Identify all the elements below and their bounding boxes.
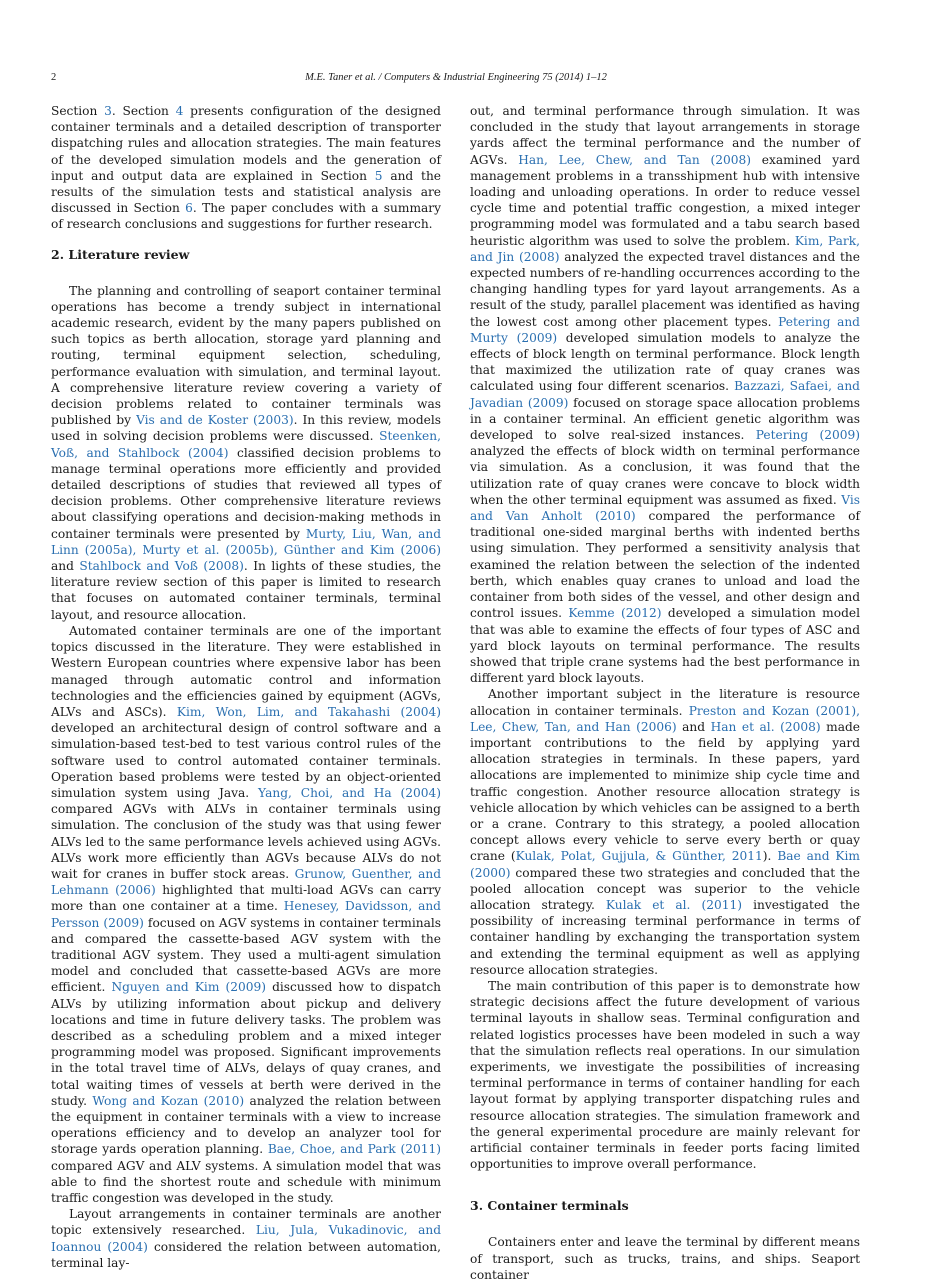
citation-link[interactable]: Han et al. (2008) [710,719,821,734]
right-column [470,103,860,1283]
citation-link[interactable]: Grunow, Guenther, and Lehmann (2006) [51,866,442,898]
citation-link[interactable]: Bae and Kim (2000) [470,849,860,880]
body-paragraph: The main contribution of this paper is to demonstrate how strategic decisions affect the future development of various terminal layouts in shallow seas. Terminal configuration and related logistics processes have been modeled in such a way that the simulation reflects real operations. In our simulation experiments, we investigate the possibilities of increasing terminal performance in terms of container handling for each layout format by applying transporter dispatching rules and resource allocation strategies. The simulation framework and the general experimental procedure are mainly relevant for artificial container terminals in feeder ports facing limited opportunities to improve overall performance. [470,978,860,1172]
body-paragraph: Another important subject in the literature is resource allocation in container terminals. Preston and Kozan (2001), Lee, Chew, Tan, and Han (2006) and Han et al. (2008) made important contributions to the field by applying yard allocation strategies in terminals. In these papers, yard allocations are implemented to minimize ship cycle time and traffic congestion. Another resource allocation strategy is vehicle allocation by which vehicles can be assigned to a berth or a crane. Contrary to this strategy, a pooled allocation concept allows every vehicle to serve every berth or quay crane (Kulak, Polat, Gujjula, & Günther, 2011). Bae and Kim (2000) compared these two strategies and concluded that the pooled allocation concept was superior to the vehicle allocation strategy. Kulak et al. (2011) investigated the possibility of increasing terminal performance in terms of container handling by exchanging the transportation system and extending the terminal equipment as well as applying resource allocation strategies. [470,687,861,977]
citation-link[interactable]: Yang, Choi, and Ha (2004) [258,785,441,800]
citation-link[interactable]: Nguyen and Kim (2009) [111,980,266,995]
journal-citation: M.E. Taner et al. / Computers & Industrial Engineering 75 (2014) 1–12 [305,72,607,83]
left-column [51,103,441,1271]
citation-link[interactable]: Murty, Liu, Wan, and Linn (2005a), Murty et al. (2005b), Günther and Kim (2006) [51,526,441,557]
body-paragraph: Containers enter and leave the terminal by different means of transport, such as trucks, trains, and ships. Seaport container [470,1235,860,1282]
citation-link[interactable]: Liu, Jula, Vukadinovic, and Ioannou (2004) [51,1223,442,1254]
citation-link[interactable]: Stahlbock and Voß (2008) [79,559,244,574]
citation-link[interactable]: Bazzazi, Safaei, and Javadian (2009) [470,379,860,410]
citation-link[interactable]: Han, Lee, Chew, and Tan (2008) [518,152,752,167]
section-link[interactable]: 6 [185,201,193,216]
citation-link[interactable]: Preston and Kozan (2001), Lee, Chew, Tan, and Han (2006) [470,703,860,734]
citation-link[interactable]: Petering (2009) [755,428,860,443]
citation-link[interactable]: Kemme (2012) [568,606,662,621]
body-paragraph: The planning and controlling of seaport container terminal operations has become a trendy subject in international academic research, evident by the many papers published on such topics as berth allocation, storage yard planning and routing, terminal equipment selection, scheduling, performance evaluation with simulation, and terminal layout. A comprehensive literature review covering a variety of decision problems related to container terminals was published by Vis and de Koster (2003). In this review, models used in solving decision problems were discussed. Steenken, Voß, and Stahlbock (2004) classified decision problems to manage terminal operations more efficiently and provided detailed descriptions of studies that reviewed all types of decision problems. Other comprehensive literature reviews about classifying operations and decision-making methods in container terminals were presented by Murty, Liu, Wan, and Linn (2005a), Murty et al. (2005b), Günther and Kim (2006) and Stahlbock and Voß (2008). In lights of these studies, the literature review section of this paper is limited to research that focuses on automated container terminals, terminal layout, and resource allocation. [51,283,441,622]
section-link[interactable]: 4 [175,104,184,118]
section-link[interactable]: 5 [374,168,383,183]
citation-link[interactable]: Petering and Murty (2009) [470,314,860,345]
section-heading: 2. Literature review [51,246,190,262]
citation-link[interactable]: Wong and Kozan (2010) [92,1093,245,1108]
citation-link[interactable]: Kulak, Polat, Gujjula, & Günther, 2011 [515,849,763,864]
section-heading: 3. Container terminals [470,1198,629,1214]
citation-link[interactable]: Vis and de Koster (2003) [136,413,294,428]
citation-link[interactable]: Steenken, Voß, and Stahlbock (2004) [51,429,441,460]
citation-link[interactable]: Kim, Won, Lim, and Takahashi (2004) [176,704,441,719]
citation-link[interactable]: Bae, Choe, and Park (2011) [267,1142,441,1157]
body-paragraph: out, and terminal performance through simulation. It was concluded in the study that layout arrangements in storage yards affect the terminal performance and the number of AGVs. Han, Lee, Chew, and Tan (2008) examined yard management problems in a transshipment hub with intensive loading and unloading operations. In order to reduce vessel cycle time and potential traffic congestion, a mixed integer programming model was formulated and a tabu search based heuristic algorithm was used to solve the problem. Kim, Park, and Jin (2008) analyzed the expected travel distances and the expected numbers of re-handling occurrences according to the changing handling types for yard layout arrangements. As a result of the study, parallel placement was identified as having the lowest cost among other placement types. Petering and Murty (2009) developed simulation models to analyze the effects of block length on terminal performance. Block length that maximized the utilization rate of quay cranes was calculated using four different scenarios. Bazzazi, Safaei, and Javadian (2009) focused on storage space allocation problems in a container terminal. An efficient genetic algorithm was developed to solve real-sized instances. Petering (2009) analyzed the effects of block width on terminal performance via simulation. As a conclusion, it was found that the utilization rate of quay cranes were concave to block width when the other terminal equipment was assumed as fixed. Vis and Van Anholt (2010) compared the performance of traditional one-sided marginal berths with indented berths using simulation. They performed a sensitivity analysis that examined the relation between the selection of the indented berth, which enables quay cranes to unload and load the container from both sides of the vessel, and other design and control issues. Kemme (2012) developed a simulation model that was able to examine the effects of four types of ASC and yard block layouts on terminal performance. The results showed that triple crane systems had the best performance in different yard block layouts. [470,104,860,686]
page-number: 2 [51,72,57,83]
body-paragraph: Automated container terminals are one of the important topics discussed in the literature. They were established in Western European countries where expensive labor has been managed through automatic control and information technologies and the efficiencies gained by equipment (AGVs, ALVs and ASCs). Kim, Won, Lim, and Takahashi (2004) developed an architectural design of control software and a simulation-based test-bed to test various control rules of the software used to control automated container terminals. Operation based problems were tested by an object-oriented simulation system using Java. Yang, Choi, and Ha (2004) compared AGVs with ALVs in container terminals using simulation. The conclusion of the study was that using fewer ALVs led to the same performance levels achieved using AGVs. ALVs work more efficiently than AGVs because ALVs do not wait for cranes in buffer stock areas. Grunow, Guenther, and Lehmann (2006) highlighted that multi-load AGVs can carry more than one container at a time. Henesey, Davidsson, and Persson (2009) focused on AGV systems in container terminals and compared the cassette-based AGV system with the traditional AGV system. They used a multi-agent simulation model and concluded that cassette-based AGVs are more efficient. Nguyen and Kim (2009) discussed how to dispatch ALVs by utilizing information about pickup and delivery locations and time in future delivery tasks. The problem was described as a scheduling problem and a mixed integer programming model was proposed. Significant improvements in the total travel time of ALVs, delays of quay cranes, and total waiting times of vessels at berth were derived in the study. Wong and Kozan (2010) analyzed the relation between the equipment in container terminals with a view to increase operations efficiency and to develop an analyzer tool for storage yards operation planning. Bae, Choe, and Park (2011) compared AGV and ALV systems. A simulation model that was able to find the shortest route and schedule with minimum traffic congestion was developed in the study. [51,623,442,1205]
body-paragraph: Layout arrangements in container terminals are another topic extensively researched. Liu, Jula, Vukadinovic, and Ioannou (2004) considered the relation between automation, terminal lay- [51,1207,442,1270]
citation-link[interactable]: Vis and Van Anholt (2010) [470,492,860,524]
section-link[interactable]: 3 [104,104,112,118]
citation-link[interactable]: Kulak et al. (2011) [605,897,743,912]
citation-link[interactable]: Henesey, Davidsson, and Persson (2009) [51,899,441,930]
intro-paragraph: Section 3. Section 4 presents configuration of the designed container terminals and a detailed description of transporter dispatching rules and allocation strategies. The main features of the developed simulation models and the generation of input and output data are explained in Section 5 and the results of the simulation tests and statistical analysis are discussed in Section 6. The paper concludes with a summary of research conclusions and suggestions for further research. [51,104,441,232]
citation-link[interactable]: Kim, Park, and Jin (2008) [470,233,860,264]
running-header [51,72,861,88]
